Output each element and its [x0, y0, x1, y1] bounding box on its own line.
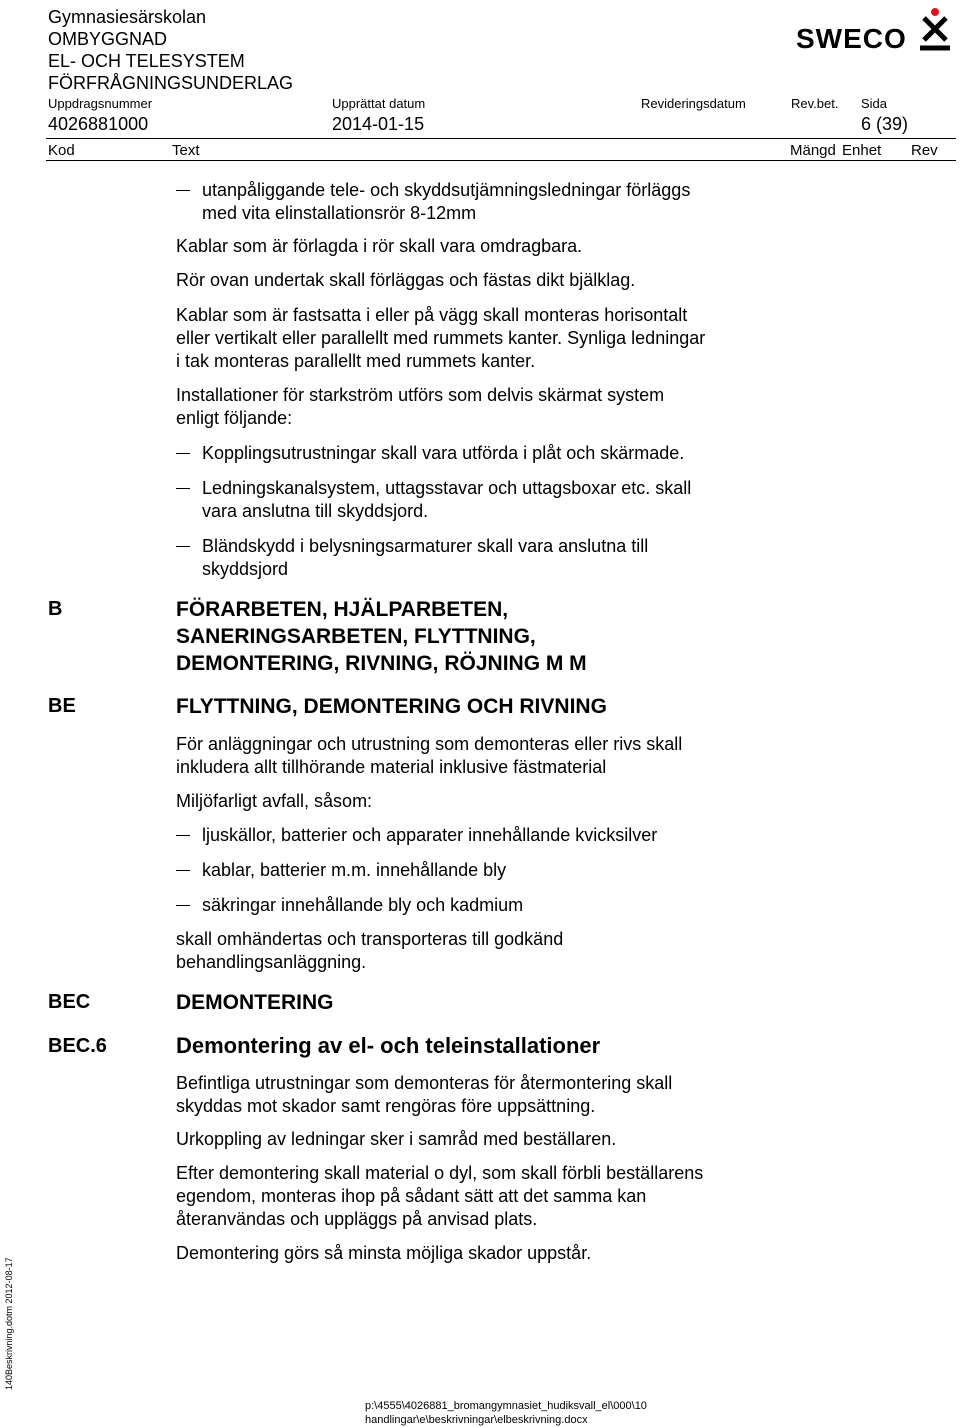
heading-b: FÖRARBETEN, HJÄLPARBETEN, SANERINGSARBETEN, FLYTTNING, DEMONTERING, RIVNING, RÖJNING M M	[176, 598, 587, 675]
bullet-item: utanpåliggande tele- och skyddsutjämningsledningar förläggs med vita elinstallationsrör 8-12mm	[202, 180, 691, 223]
paragraph: Befintliga utrustningar som demonteras för återmontering skall skyddas mot skador samt rengöras före uppsättning.	[176, 1073, 673, 1116]
header-line-2: OMBYGGNAD	[48, 29, 168, 49]
datum-value: 2014-01-15	[332, 114, 425, 134]
kod-bec6: BEC.6	[48, 1035, 107, 1057]
dash-bullet	[176, 190, 190, 191]
kod-bec: BEC	[48, 991, 91, 1013]
col-rev: Rev	[911, 142, 938, 159]
upprattat-datum-label: Upprättat datum	[332, 96, 426, 111]
header-rule-top	[46, 138, 956, 139]
bullet-item: ljuskällor, batterier och apparater innehållande kvicksilver	[202, 825, 658, 845]
revideringsdatum-label: Revideringsdatum	[641, 96, 746, 111]
kod-be: BE	[48, 695, 76, 717]
svg-text:SWECO: SWECO	[796, 23, 907, 52]
side-template-text: 140Beskrivning.dotm 2012-08-17	[4, 1257, 14, 1390]
paragraph: skall omhändertas och transporteras till godkänd behandlingsanläggning.	[176, 929, 564, 972]
paragraph: Efter demontering skall material o dyl, som skall förbli beställarens egendom, monteras ihop på sådant sätt att det samma kan återanvändas och uppläggs på anvisad plats.	[176, 1163, 704, 1229]
heading-bec6: Demontering av el- och teleinstallationer	[176, 1033, 601, 1058]
paragraph: Miljöfarligt avfall, såsom:	[176, 791, 373, 811]
paragraph: Installationer för starkström utförs som delvis skärmat system enligt följande:	[176, 385, 665, 428]
dash-bullet	[176, 870, 190, 871]
dash-bullet	[176, 905, 190, 906]
col-text: Text	[172, 142, 200, 159]
kod-b: B	[48, 598, 63, 620]
dash-bullet	[176, 488, 190, 489]
col-kod: Kod	[48, 142, 75, 159]
heading-be: FLYTTNING, DEMONTERING OCH RIVNING	[176, 695, 607, 718]
dash-bullet	[176, 453, 190, 454]
bullet-item: Ledningskanalsystem, uttagsstavar och uttagsboxar etc. skall vara anslutna till skyddsjord.	[202, 478, 692, 521]
bullet-item: Kopplingsutrustningar skall vara utförda i plåt och skärmade.	[202, 443, 685, 463]
paragraph: Kablar som är fastsatta i eller på vägg skall monteras horisontalt eller vertikalt eller parallellt med rummets kanter. Synliga ledningar i tak monteras parallellt med rummets kanter.	[176, 305, 706, 371]
col-enhet: Enhet	[842, 142, 882, 159]
paragraph: Kablar som är förlagda i rör skall vara omdragbara.	[176, 236, 583, 256]
bullet-item: Bländskydd i belysningsarmaturer skall vara anslutna till skyddsjord	[202, 536, 649, 579]
header-line-1: Gymnasiesärskolan	[48, 7, 207, 27]
uppdragsnummer-label: Uppdragsnummer	[48, 96, 153, 111]
sida-value: 6 (39)	[861, 114, 909, 134]
paragraph: Demontering görs så minsta möjliga skador uppstår.	[176, 1243, 592, 1263]
revbet-label: Rev.bet.	[791, 96, 839, 111]
sweco-logo-icon	[796, 8, 952, 52]
bullet-item: kablar, batterier m.m. innehållande bly	[202, 860, 507, 880]
header-rule-bottom	[46, 160, 956, 161]
dash-bullet	[176, 835, 190, 836]
header-title-block	[48, 6, 293, 94]
dash-bullet	[176, 546, 190, 547]
footer-path: p:\4555\4026881_bromangymnasiet_hudiksvall_el\000\10 handlingar\e\beskrivningar\elbeskrivning.docx	[365, 1400, 647, 1426]
sweco-logo	[796, 8, 952, 57]
paragraph: För anläggningar och utrustning som demonteras eller rivs skall inkludera allt tillhörande material inklusive fästmaterial	[176, 734, 683, 777]
col-mangd: Mängd	[790, 142, 836, 159]
heading-bec: DEMONTERING	[176, 991, 334, 1014]
header-line-3: EL- OCH TELESYSTEM	[48, 51, 245, 71]
paragraph: Rör ovan undertak skall förläggas och fästas dikt bjälklag.	[176, 270, 636, 290]
bullet-item: säkringar innehållande bly och kadmium	[202, 895, 524, 915]
sida-label: Sida	[861, 96, 888, 111]
paragraph: Urkoppling av ledningar sker i samråd med beställaren.	[176, 1129, 617, 1149]
uppdragsnummer-value: 4026881000	[48, 114, 149, 134]
header-line-4: FÖRFRÅGNINGSUNDERLAG	[48, 73, 294, 93]
